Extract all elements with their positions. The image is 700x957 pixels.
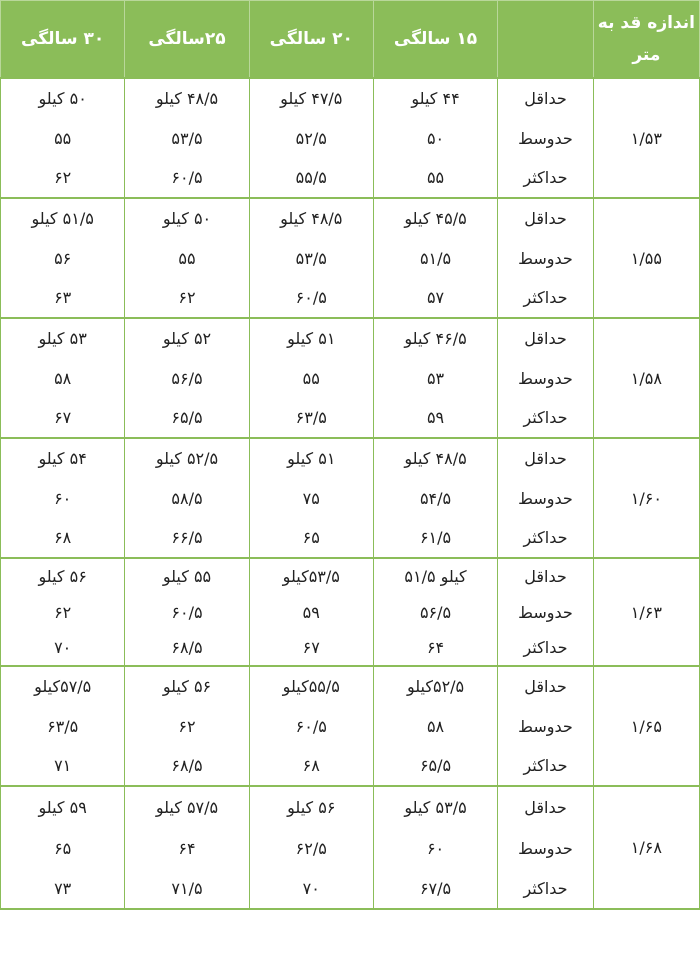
- weight-age-15: ۵۵: [373, 158, 497, 198]
- weight-age-15: ۴۴ کیلو: [373, 78, 497, 118]
- table-row: [1, 558, 700, 594]
- weight-age-15: ۵۴/۵: [373, 478, 497, 518]
- weight-age-15: ۴۶/۵ کیلو: [373, 318, 497, 358]
- weight-age-15: ۵۹: [373, 398, 497, 438]
- table-row: [1, 666, 700, 706]
- weight-age-25: ۵۳/۵: [125, 118, 249, 158]
- weight-age-25: ۶۰/۵: [125, 158, 249, 198]
- row-label: حدوسط: [498, 118, 594, 158]
- weight-age-15: ۵۳/۵ کیلو: [373, 786, 497, 827]
- weight-age-20: ۵۵/۵: [249, 158, 373, 198]
- weight-age-20: ۶۲/۵: [249, 827, 373, 869]
- row-label: حدوسط: [498, 478, 594, 518]
- weight-age-25: ۶۲: [125, 706, 249, 746]
- weight-age-25: ۵۵: [125, 238, 249, 278]
- row-label: حداکثر: [498, 518, 594, 558]
- header-age-25: ۲۵سالگی: [125, 1, 249, 79]
- weight-age-30: ۶۲: [1, 158, 125, 198]
- weight-age-25: ۵۷/۵ کیلو: [125, 786, 249, 827]
- weight-age-15: ۴۸/۵ کیلو: [373, 438, 497, 478]
- row-label: حداکثر: [498, 869, 594, 909]
- weight-age-15: ۶۴: [373, 630, 497, 666]
- weight-age-30: ۶۳: [1, 278, 125, 318]
- weight-age-20: ۵۲/۵: [249, 118, 373, 158]
- table-row: [1, 78, 700, 118]
- table-row: [1, 786, 700, 827]
- weight-age-30: ۷۳: [1, 869, 125, 909]
- weight-age-30: ۵۸: [1, 358, 125, 398]
- row-label: حداقل: [498, 558, 594, 594]
- weight-age-30: ۶۵: [1, 827, 125, 869]
- header-label: [498, 1, 594, 79]
- weight-age-25: ۴۸/۵ کیلو: [125, 78, 249, 118]
- weight-age-20: ۶۸: [249, 746, 373, 786]
- weight-age-20: ۵۶ کیلو: [249, 786, 373, 827]
- weight-age-20: ۵۵/۵کیلو: [249, 666, 373, 706]
- weight-age-30: ۵۰ کیلو: [1, 78, 125, 118]
- weight-age-15: ۶۵/۵: [373, 746, 497, 786]
- weight-age-15: ۴۵/۵ کیلو: [373, 198, 497, 238]
- row-label: حداقل: [498, 786, 594, 827]
- row-label: حدوسط: [498, 358, 594, 398]
- height-value: ۱/۶۳: [593, 558, 699, 666]
- weight-age-25: ۶۸/۵: [125, 630, 249, 666]
- weight-age-15: کیلو ۵۱/۵: [373, 558, 497, 594]
- weight-age-15: ۶۱/۵: [373, 518, 497, 558]
- weight-age-25: ۶۶/۵: [125, 518, 249, 558]
- weight-age-20: ۵۹: [249, 594, 373, 630]
- weight-age-15: ۵۰: [373, 118, 497, 158]
- height-value: ۱/۶۵: [593, 666, 699, 786]
- weight-age-25: ۵۲ کیلو: [125, 318, 249, 358]
- weight-age-20: ۵۱ کیلو: [249, 438, 373, 478]
- weight-age-30: ۶۸: [1, 518, 125, 558]
- weight-age-15: ۵۱/۵: [373, 238, 497, 278]
- weight-age-30: ۵۶ کیلو: [1, 558, 125, 594]
- weight-age-25: ۶۵/۵: [125, 398, 249, 438]
- header-age-15: ۱۵ سالگی: [373, 1, 497, 79]
- weight-age-25: ۵۲/۵ کیلو: [125, 438, 249, 478]
- height-value: ۱/۶۰: [593, 438, 699, 558]
- weight-age-25: ۵۶/۵: [125, 358, 249, 398]
- weight-age-30: ۵۴ کیلو: [1, 438, 125, 478]
- height-value: ۱/۵۵: [593, 198, 699, 318]
- table-body: [1, 78, 700, 909]
- table-row: [1, 438, 700, 478]
- weight-age-20: ۷۵: [249, 478, 373, 518]
- weight-age-30: ۵۱/۵ کیلو: [1, 198, 125, 238]
- weight-age-25: ۵۵ کیلو: [125, 558, 249, 594]
- weight-age-20: ۵۳/۵: [249, 238, 373, 278]
- weight-age-30: ۶۲: [1, 594, 125, 630]
- row-label: حدوسط: [498, 827, 594, 869]
- weight-age-30: ۵۷/۵کیلو: [1, 666, 125, 706]
- weight-age-20: ۶۳/۵: [249, 398, 373, 438]
- weight-age-30: ۷۰: [1, 630, 125, 666]
- header-height: اندازه قد به متر: [593, 1, 699, 79]
- weight-age-25: ۷۱/۵: [125, 869, 249, 909]
- weight-age-20: ۶۷: [249, 630, 373, 666]
- weight-age-30: ۶۳/۵: [1, 706, 125, 746]
- height-value: ۱/۵۸: [593, 318, 699, 438]
- weight-age-30: ۶۰: [1, 478, 125, 518]
- weight-age-30: ۵۵: [1, 118, 125, 158]
- weight-age-15: ۵۸: [373, 706, 497, 746]
- weight-age-30: ۵۳ کیلو: [1, 318, 125, 358]
- weight-age-25: ۵۰ کیلو: [125, 198, 249, 238]
- header-row: [1, 1, 700, 79]
- weight-age-15: ۵۲/۵کیلو: [373, 666, 497, 706]
- weight-age-15: ۵۶/۵: [373, 594, 497, 630]
- weight-age-25: ۵۸/۵: [125, 478, 249, 518]
- weight-age-25: ۶۲: [125, 278, 249, 318]
- weight-age-20: ۴۸/۵ کیلو: [249, 198, 373, 238]
- weight-age-15: ۶۰: [373, 827, 497, 869]
- height-value: ۱/۶۸: [593, 786, 699, 909]
- row-label: حدوسط: [498, 238, 594, 278]
- weight-age-20: ۷۰: [249, 869, 373, 909]
- row-label: حداکثر: [498, 630, 594, 666]
- weight-age-20: ۶۵: [249, 518, 373, 558]
- weight-age-30: ۶۷: [1, 398, 125, 438]
- table-row: [1, 198, 700, 238]
- weight-age-15: ۶۷/۵: [373, 869, 497, 909]
- weight-age-15: ۵۷: [373, 278, 497, 318]
- row-label: حداکثر: [498, 278, 594, 318]
- row-label: حداقل: [498, 198, 594, 238]
- weight-age-15: ۵۳: [373, 358, 497, 398]
- header-age-30: ۳۰ سالگی: [1, 1, 125, 79]
- weight-age-20: ۶۰/۵: [249, 278, 373, 318]
- weight-age-20: ۴۷/۵ کیلو: [249, 78, 373, 118]
- row-label: حداقل: [498, 318, 594, 358]
- row-label: حداقل: [498, 438, 594, 478]
- row-label: حداقل: [498, 666, 594, 706]
- row-label: حداقل: [498, 78, 594, 118]
- weight-age-25: ۵۶ کیلو: [125, 666, 249, 706]
- weight-age-20: ۵۵: [249, 358, 373, 398]
- weight-age-30: ۵۹ کیلو: [1, 786, 125, 827]
- weight-age-25: ۶۴: [125, 827, 249, 869]
- weight-age-20: ۵۱ کیلو: [249, 318, 373, 358]
- weight-age-25: ۶۸/۵: [125, 746, 249, 786]
- weight-age-30: ۷۱: [1, 746, 125, 786]
- row-label: حداکثر: [498, 158, 594, 198]
- row-label: حداکثر: [498, 746, 594, 786]
- height-value: ۱/۵۳: [593, 78, 699, 198]
- weight-age-20: ۶۰/۵: [249, 706, 373, 746]
- weight-age-20: ۵۳/۵کیلو: [249, 558, 373, 594]
- row-label: حدوسط: [498, 594, 594, 630]
- weight-age-30: ۵۶: [1, 238, 125, 278]
- row-label: حداکثر: [498, 398, 594, 438]
- row-label: حدوسط: [498, 706, 594, 746]
- weight-age-25: ۶۰/۵: [125, 594, 249, 630]
- table-row: [1, 318, 700, 358]
- header-age-20: ۲۰ سالگی: [249, 1, 373, 79]
